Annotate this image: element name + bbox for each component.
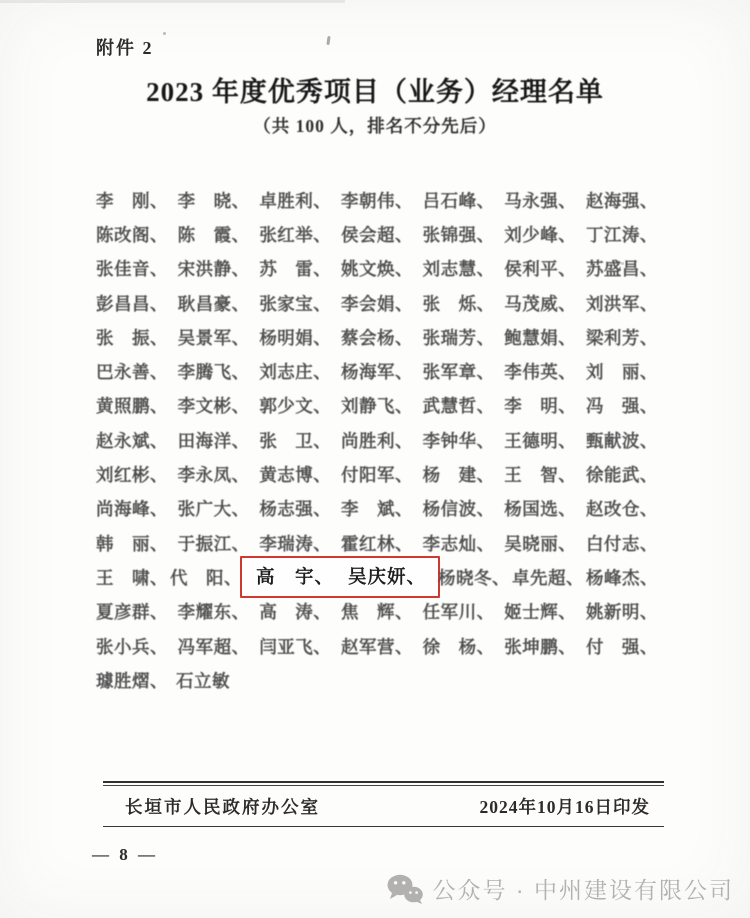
person-name: 徐能武、 <box>585 465 658 486</box>
name-row <box>96 663 658 697</box>
person-name: 李瑞涛、 <box>259 533 332 554</box>
footer-single-rule <box>103 826 664 827</box>
person-name: 付 强、 <box>585 636 658 657</box>
person-name: 杨志强、 <box>259 499 332 520</box>
person-name: 张锦强、 <box>422 224 495 245</box>
person-name: 杨晓冬、 <box>437 567 510 588</box>
footer-issuer: 长垣市人民政府办公室 <box>125 796 320 817</box>
person-name: 韩 丽、 <box>96 533 168 554</box>
person-name: 杨信波、 <box>422 499 495 520</box>
person-name: 赵海强、 <box>585 190 658 211</box>
person-name: 杨峰杰、 <box>585 567 658 588</box>
person-name: 姚文焕、 <box>340 259 413 280</box>
person-name: 李 晓、 <box>177 190 250 211</box>
person-name: 耿昌豪、 <box>177 293 250 314</box>
person-name: 马永强、 <box>504 190 577 211</box>
person-name: 刘 丽、 <box>585 362 658 383</box>
person-name: 赵改仓、 <box>585 499 658 520</box>
person-name: 王 智、 <box>504 465 577 486</box>
attachment-label: 附件 2 <box>96 38 154 58</box>
name-row <box>96 560 658 594</box>
person-name: 徐 杨、 <box>422 636 495 657</box>
person-name: 陈改阁、 <box>96 224 168 245</box>
person-name: 尚海峰、 <box>96 499 168 520</box>
name-list <box>96 183 658 697</box>
person-name: 姬士辉、 <box>504 602 577 623</box>
person-name: 任军川、 <box>422 602 495 623</box>
wechat-icon <box>387 874 423 904</box>
person-name: 王 啸、 <box>96 567 168 588</box>
person-name: 于振江、 <box>177 533 250 554</box>
footer-double-rule <box>103 781 664 783</box>
person-name: 高 涛、 <box>259 602 332 623</box>
scan-artifact <box>163 32 166 35</box>
person-name: 刘红彬、 <box>96 465 168 486</box>
person-name: 高 宇、 <box>255 568 334 589</box>
person-name: 刘志慧、 <box>422 259 495 280</box>
person-name: 闫亚飞、 <box>259 636 332 657</box>
scan-artifact <box>326 36 330 45</box>
person-name: 卓胜利、 <box>259 190 332 211</box>
person-name: 赵军营、 <box>340 636 413 657</box>
person-name: 焦 辉、 <box>340 602 413 623</box>
person-name: 石立敏 <box>176 670 230 691</box>
person-name: 张家宝、 <box>259 293 332 314</box>
person-name: 李耀东、 <box>177 602 250 623</box>
person-name: 张军章、 <box>422 362 495 383</box>
name-row <box>96 629 658 663</box>
person-name: 刘志庄、 <box>259 362 332 383</box>
person-name: 张红举、 <box>259 224 332 245</box>
person-name: 刘洪军、 <box>585 293 658 314</box>
person-name: 巴永善、 <box>96 362 168 383</box>
person-name: 丁江涛、 <box>585 224 658 245</box>
person-name: 李文彬、 <box>177 396 250 417</box>
name-row <box>96 320 658 354</box>
person-name: 张佳音、 <box>96 259 168 280</box>
person-name: 张 卫、 <box>259 430 332 451</box>
person-name: 霍红林、 <box>340 533 413 554</box>
watermark-text: 公众号 · 中州建设有限公司 <box>432 877 734 903</box>
person-name: 杨 建、 <box>422 465 495 486</box>
person-name: 吴景军、 <box>177 327 250 348</box>
person-name: 付阳军、 <box>340 465 413 486</box>
person-name: 张广大、 <box>177 499 250 520</box>
name-row <box>96 526 658 560</box>
person-name: 侯利平、 <box>504 259 577 280</box>
person-name: 李腾飞、 <box>177 362 250 383</box>
person-name: 吴庆妍、 <box>347 568 426 589</box>
scan-artifact <box>594 300 597 303</box>
name-row <box>96 252 658 286</box>
name-row <box>96 492 658 526</box>
scan-artifact <box>621 262 624 265</box>
highlight-box <box>240 556 440 598</box>
person-name: 璩胜熠、 <box>96 670 168 691</box>
person-name: 陈 霞、 <box>177 224 250 245</box>
person-name: 刘少峰、 <box>504 224 577 245</box>
person-name: 王德明、 <box>504 430 577 451</box>
person-name: 张 烁、 <box>422 293 495 314</box>
person-name: 张 振、 <box>96 327 168 348</box>
name-row <box>96 354 658 388</box>
person-name: 杨海军、 <box>340 362 413 383</box>
person-name: 黄志博、 <box>259 465 332 486</box>
person-name: 夏彦群、 <box>96 602 168 623</box>
person-name: 冯军超、 <box>177 636 250 657</box>
person-name: 苏 雷、 <box>259 259 332 280</box>
person-name: 梁利芳、 <box>585 327 658 348</box>
footer <box>103 792 664 820</box>
person-name: 宋洪静、 <box>177 259 250 280</box>
person-name: 李志灿、 <box>422 533 495 554</box>
person-name: 彭昌昌、 <box>96 293 168 314</box>
person-name: 尚胜利、 <box>340 430 413 451</box>
name-row <box>96 389 658 423</box>
person-name: 李 斌、 <box>340 499 413 520</box>
page-title: 2023 年度优秀项目（业务）经理名单 <box>146 77 604 107</box>
person-name: 吴晓丽、 <box>504 533 577 554</box>
person-name: 李 明、 <box>504 396 577 417</box>
person-name: 李钟华、 <box>422 430 495 451</box>
person-name: 张小兵、 <box>96 636 168 657</box>
person-name: 甄献波、 <box>585 430 658 451</box>
page-number: — 8 — <box>92 845 158 864</box>
name-row <box>96 183 658 217</box>
person-name: 李永凤、 <box>177 465 250 486</box>
person-name: 张坤鹏、 <box>504 636 577 657</box>
person-name: 武慧哲、 <box>422 396 495 417</box>
person-name: 李朝伟、 <box>340 190 413 211</box>
name-row <box>96 286 658 320</box>
person-name: 卓先超、 <box>511 567 584 588</box>
person-name: 黄照鹏、 <box>96 396 168 417</box>
name-row <box>96 217 658 251</box>
person-name: 鲍慧娟、 <box>504 327 577 348</box>
name-row <box>96 457 658 491</box>
person-name: 李伟英、 <box>504 362 577 383</box>
person-name: 马茂威、 <box>504 293 577 314</box>
person-name: 侯会超、 <box>340 224 413 245</box>
person-name: 代 阳、 <box>169 567 242 588</box>
person-name: 张瑞芳、 <box>422 327 495 348</box>
page-subtitle: （共 100 人，排名不分先后） <box>253 116 497 136</box>
person-name: 苏盛昌、 <box>585 259 658 280</box>
person-name: 蔡会杨、 <box>340 327 413 348</box>
person-name: 冯 强、 <box>585 396 658 417</box>
watermark <box>387 872 734 905</box>
person-name: 姚新明、 <box>585 602 658 623</box>
person-name: 李 刚、 <box>96 190 168 211</box>
person-name: 吕石峰、 <box>422 190 495 211</box>
person-name: 杨明娟、 <box>259 327 332 348</box>
person-name: 赵永斌、 <box>96 430 168 451</box>
footer-print-date: 2024年10月16日印发 <box>479 796 650 817</box>
name-row <box>96 423 658 457</box>
person-name: 李会娟、 <box>340 293 413 314</box>
person-name: 刘静飞、 <box>340 396 413 417</box>
person-name: 郭少文、 <box>259 396 332 417</box>
person-name: 白付志、 <box>585 533 658 554</box>
name-row <box>96 595 658 629</box>
person-name: 杨国选、 <box>504 499 577 520</box>
person-name: 田海洋、 <box>177 430 250 451</box>
